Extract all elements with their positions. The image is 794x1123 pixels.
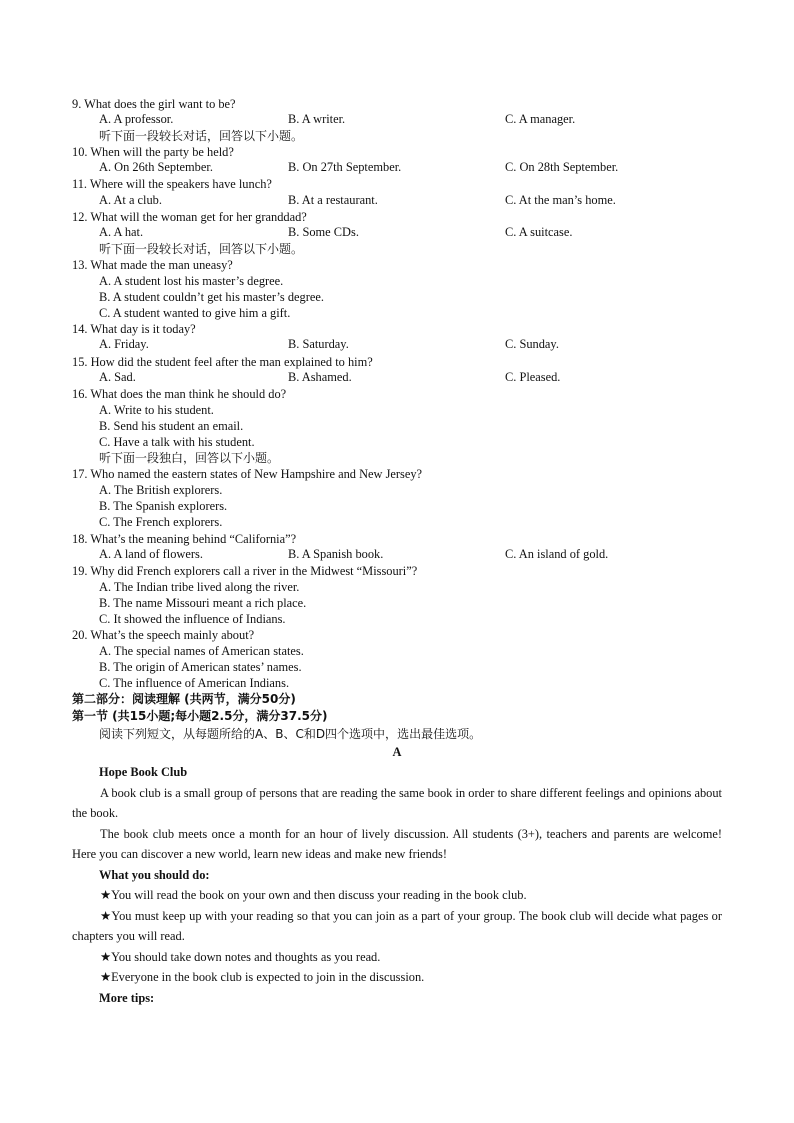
options-row <box>72 160 722 176</box>
question-12: 12. What will the woman get for her granddad? <box>72 209 307 224</box>
option-a: A. The British explorers. <box>99 483 223 498</box>
question-11: 11. Where will the speakers have lunch? <box>72 177 272 192</box>
options-row <box>72 112 722 128</box>
section1-heading: 第一节 (共15小题;每小题2.5分，满分37.5分) <box>72 708 328 723</box>
option-a: A. Friday. <box>99 337 149 352</box>
option-a: A. The special names of American states. <box>99 644 304 659</box>
options-row <box>72 337 722 353</box>
bullet-item: ★You should take down notes and thoughts as you read. <box>100 949 381 964</box>
bullet-item: ★You must keep up with your reading so that you can join as a part of your group. The book club will decide what pages or chapters you will read. <box>72 908 722 944</box>
question-20: 20. What’s the speech mainly about? <box>72 628 255 643</box>
option-b: B. A student couldn’t get his master’s degree. <box>99 290 324 305</box>
option-c: C. It showed the influence of Indians. <box>99 612 286 626</box>
bullet-item: ★You will read the book on your own and then discuss your reading in the book club. <box>100 888 527 903</box>
question-10: 10. When will the party be held? <box>72 145 234 160</box>
passage-title: Hope Book Club <box>99 765 188 780</box>
question-14: 14. What day is it today? <box>72 322 196 337</box>
option-a: A. The Indian tribe lived along the river. <box>99 579 300 594</box>
bullet-item: ★Everyone in the book club is expected to join in the discussion. <box>100 970 425 985</box>
option-a: A. Sad. <box>99 369 136 384</box>
option-b: B. Ashamed. <box>288 369 352 384</box>
option-c: C. The influence of American Indians. <box>99 676 290 691</box>
option-c: C. A student wanted to give him a gift. <box>99 306 291 321</box>
option-b: B. A writer. <box>288 112 346 127</box>
option-c: C. At the man’s home. <box>505 192 616 207</box>
option-c: C. Sunday. <box>505 337 559 352</box>
listening-instruction: 听下面一段较长对话，回答以下小题。 <box>99 129 304 144</box>
option-b: B. The name Missouri meant a rich place. <box>99 595 307 610</box>
options-row <box>72 225 722 241</box>
option-a: A. Write to his student. <box>99 402 214 417</box>
option-b: B. The Spanish explorers. <box>99 499 228 514</box>
options-row <box>72 547 722 563</box>
reading-instruction: 阅读下列短文，从每题所给的A、B、C和D四个选项中，选出最佳选项。 <box>99 726 482 741</box>
listening-instruction: 听下面一段较长对话，回答以下小题。 <box>99 241 304 256</box>
option-c: C. A manager. <box>505 112 576 127</box>
passage-letter: A <box>392 745 402 760</box>
listening-instruction: 听下面一段独白，回答以下小题。 <box>99 451 280 466</box>
options-row <box>72 370 722 386</box>
option-b: B. The origin of American states’ names. <box>99 660 302 675</box>
question-9: 9. What does the girl want to be? <box>72 97 236 111</box>
option-b: B. Some CDs. <box>288 224 359 239</box>
section-subheading: More tips: <box>99 990 155 1005</box>
option-b: B. At a restaurant. <box>288 192 378 207</box>
option-c: C. Have a talk with his student. <box>99 434 255 449</box>
option-a: A. A hat. <box>99 224 144 239</box>
question-18: 18. What’s the meaning behind “California”? <box>72 531 297 546</box>
option-c: C. An island of gold. <box>505 546 609 561</box>
question-15: 15. How did the student feel after the man explained to him? <box>72 354 373 369</box>
question-13: 13. What made the man uneasy? <box>72 257 233 272</box>
question-17: 17. Who named the eastern states of New Hampshire and New Jersey? <box>72 467 423 482</box>
option-a: A. A student lost his master’s degree. <box>99 274 284 289</box>
question-16: 16. What does the man think he should do? <box>72 386 287 401</box>
option-a: A. At a club. <box>99 192 162 207</box>
section-subheading: What you should do: <box>99 867 210 882</box>
passage-paragraph: The book club meets once a month for an hour of lively discussion. All students (3+), teachers and parents are welcome! Here you can discover a new world, learn new ideas and make new friends! <box>72 826 722 862</box>
option-b: B. Saturday. <box>288 337 349 352</box>
option-b: B. A Spanish book. <box>288 546 384 561</box>
option-c: C. Pleased. <box>505 369 561 384</box>
option-a: A. A professor. <box>99 112 174 127</box>
option-b: B. On 27th September. <box>288 160 402 175</box>
options-row <box>72 193 722 209</box>
option-a: A. A land of flowers. <box>99 546 203 561</box>
question-19: 19. Why did French explorers call a river in the Midwest “Missouri”? <box>72 563 418 578</box>
option-b: B. Send his student an email. <box>99 418 244 433</box>
option-c: C. On 28th September. <box>505 160 619 175</box>
option-a: A. On 26th September. <box>99 160 213 175</box>
page-content <box>72 96 722 1008</box>
passage-paragraph: A book club is a small group of persons that are reading the same book in order to share different feelings and opinions about the book. <box>72 785 722 821</box>
option-c: C. A suitcase. <box>505 224 573 239</box>
option-c: C. The French explorers. <box>99 515 223 530</box>
part2-heading: 第二部分：阅读理解 (共两节，满分50分) <box>72 692 296 707</box>
